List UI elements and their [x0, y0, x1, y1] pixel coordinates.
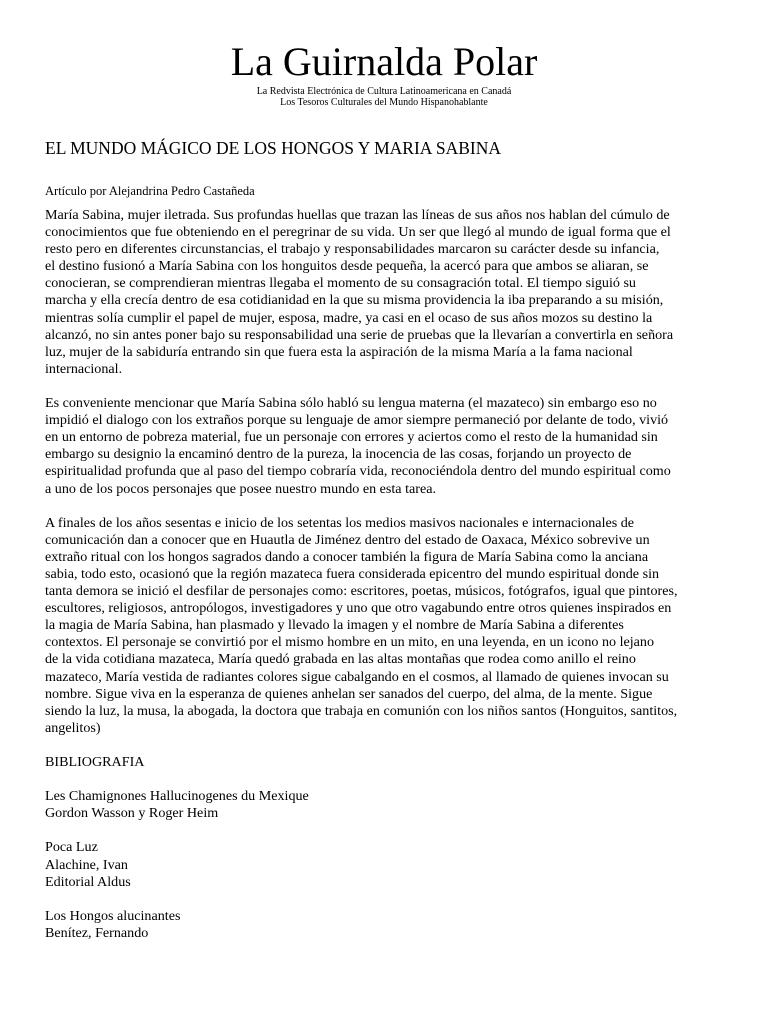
text-line: el destino fusionó a María Sabina con los honguitos desde pequeña, la acercó para que ambos se aliaran, se: [45, 258, 649, 275]
paragraph: [45, 515, 725, 737]
reference-publisher: Editorial Aldus: [45, 873, 131, 890]
text-line: impidió el dialogo con los extraños porque su lenguaje de amor siempre permaneció por delante de todo, vivió: [45, 412, 669, 429]
masthead: [0, 38, 768, 108]
reference-author: Gordon Wasson y Roger Heim: [45, 805, 219, 822]
text-line: comunicación dan a conocer que en Huautla de Jiménez dentro del estado de Oaxaca, México sobrevive un: [45, 531, 650, 548]
article-title: EL MUNDO MÁGICO DE LOS HONGOS Y MARIA SABINA: [45, 138, 501, 158]
text-line: tanta demora se inició el desfilar de personajes como: escritores, poetas, músicos, fotógrafos, igual que pintores,: [45, 583, 678, 600]
text-line: contextos. El personaje se convirtió por el mismo hombre en un mito, en una leyenda, en un icono no lejano: [45, 634, 655, 651]
text-line: espiritualidad profunda que al paso del tiempo cobraría vida, reconociéndola dentro del mundo espiritual como: [45, 463, 671, 480]
text-line: sabia, todo esto, ocasionó que la región mazateca fuera considerada epicentro del mundo espiritual donde sin: [45, 565, 660, 582]
magazine-tagline: Los Tesoros Culturales del Mundo Hispanohablante: [280, 97, 488, 108]
text-line: la magia de María Sabina, han plasmado y llevado la imagen y el nombre de María Sabina a diferentes: [45, 617, 624, 634]
text-line: mientras solía cumplir el papel de mujer, esposa, madre, ya casi en el ocaso de sus años mozos su destino la: [45, 309, 653, 326]
text-line: mazateco, María vestida de radiantes colores sigue cabalgando en el cosmos, al llamado de quienes invocan su: [45, 668, 669, 685]
paragraph: [45, 395, 725, 498]
reference-title: Les Chamignones Hallucinogenes du Mexique: [45, 788, 309, 805]
text-line: resto pero en diferentes circunstancias, el trabajo y responsabilidades marcaron su carácter desde su infancia,: [45, 241, 660, 258]
paragraph: [45, 207, 725, 378]
bibliography-heading: BIBLIOGRAFIA: [45, 754, 145, 770]
bibliography-entry: [45, 908, 725, 942]
magazine-title: La Guirnalda Polar: [230, 39, 538, 84]
text-line: A finales de los años sesentas e inicio de los setentas los medios masivos nacionales e internacionales de: [45, 514, 635, 531]
text-line: en un entorno de pobreza material, fue un personaje con errores y aciertos como el resto de la humanidad sin: [45, 429, 658, 446]
article-byline: Artículo por Alejandrina Pedro Castañeda: [45, 184, 255, 198]
text-line: escultores, religiosos, antropólogos, investigadores y uno que otro vagabundo entre otros quienes inspirados en: [45, 600, 672, 617]
text-line: marcha y ella crecía dentro de esa cotidianidad en la que su misma providencia la iba preparando a su misión,: [45, 292, 664, 309]
text-line: María Sabina, mujer iletrada. Sus profundas huellas que trazan las líneas de sus años nos hablan del cúmulo de: [45, 207, 670, 223]
reference-title: Poca Luz: [45, 839, 98, 856]
text-line: de la vida cotidiana mazateca, María quedó grabada en las altas montañas que rodea como anillo el reino: [45, 651, 636, 668]
reference-author: Benítez, Fernando: [45, 924, 149, 941]
text-line: siendo la luz, la musa, la abogada, la doctora que trabaja en comunión con los niños santos (Honguitos, santitos,: [45, 702, 678, 719]
text-line: embargo su designio la encaminó dentro de la pureza, la inocencia de las cosas, forjando un proyecto de: [45, 446, 632, 463]
text-line: angelitos): [45, 719, 101, 736]
reference-title: Los Hongos alucinantes: [45, 907, 181, 924]
text-line: a uno de los pocos personajes que posee nuestro mundo en esta tarea.: [45, 480, 436, 497]
text-line: conocimientos que fue obteniendo en el peregrinar de su vida. Un ser que llegó al mundo de igual forma que el: [45, 224, 671, 241]
text-line: Es conveniente mencionar que María Sabina sólo habló su lengua materna (el mazateco) sin embargo eso no: [45, 395, 657, 412]
text-line: alcanzó, no sin antes poner bajo su responsabilidad una serie de pruebas que la llevarían a convertirla en señora: [45, 326, 674, 343]
text-line: extraño ritual con los hongos sagrados dando a conocer también la figura de María Sabina como la anciana: [45, 548, 649, 565]
text-line: nombre. Sigue viva en la esperanza de quienes anhelan ser sanados del cuerpo, del alma, de la mente. Sigue: [45, 685, 653, 702]
article-body: [45, 207, 725, 959]
magazine-subtitle: La Redvista Electrónica de Cultura Latinoamericana en Canadá: [256, 86, 512, 97]
text-line: internacional.: [45, 360, 123, 377]
reference-author: Alachine, Ivan: [45, 856, 128, 873]
bibliography-entry: [45, 839, 725, 890]
text-line: luz, mujer de la sabiduría entrando sin que fuera esta la aspiración de la misma María a la fama nacional: [45, 343, 633, 360]
text-line: conocieran, se comprendieran mientras llegaba el momento de su consagración total. El tiempo siguió su: [45, 275, 636, 292]
bibliography-entry: [45, 788, 725, 822]
